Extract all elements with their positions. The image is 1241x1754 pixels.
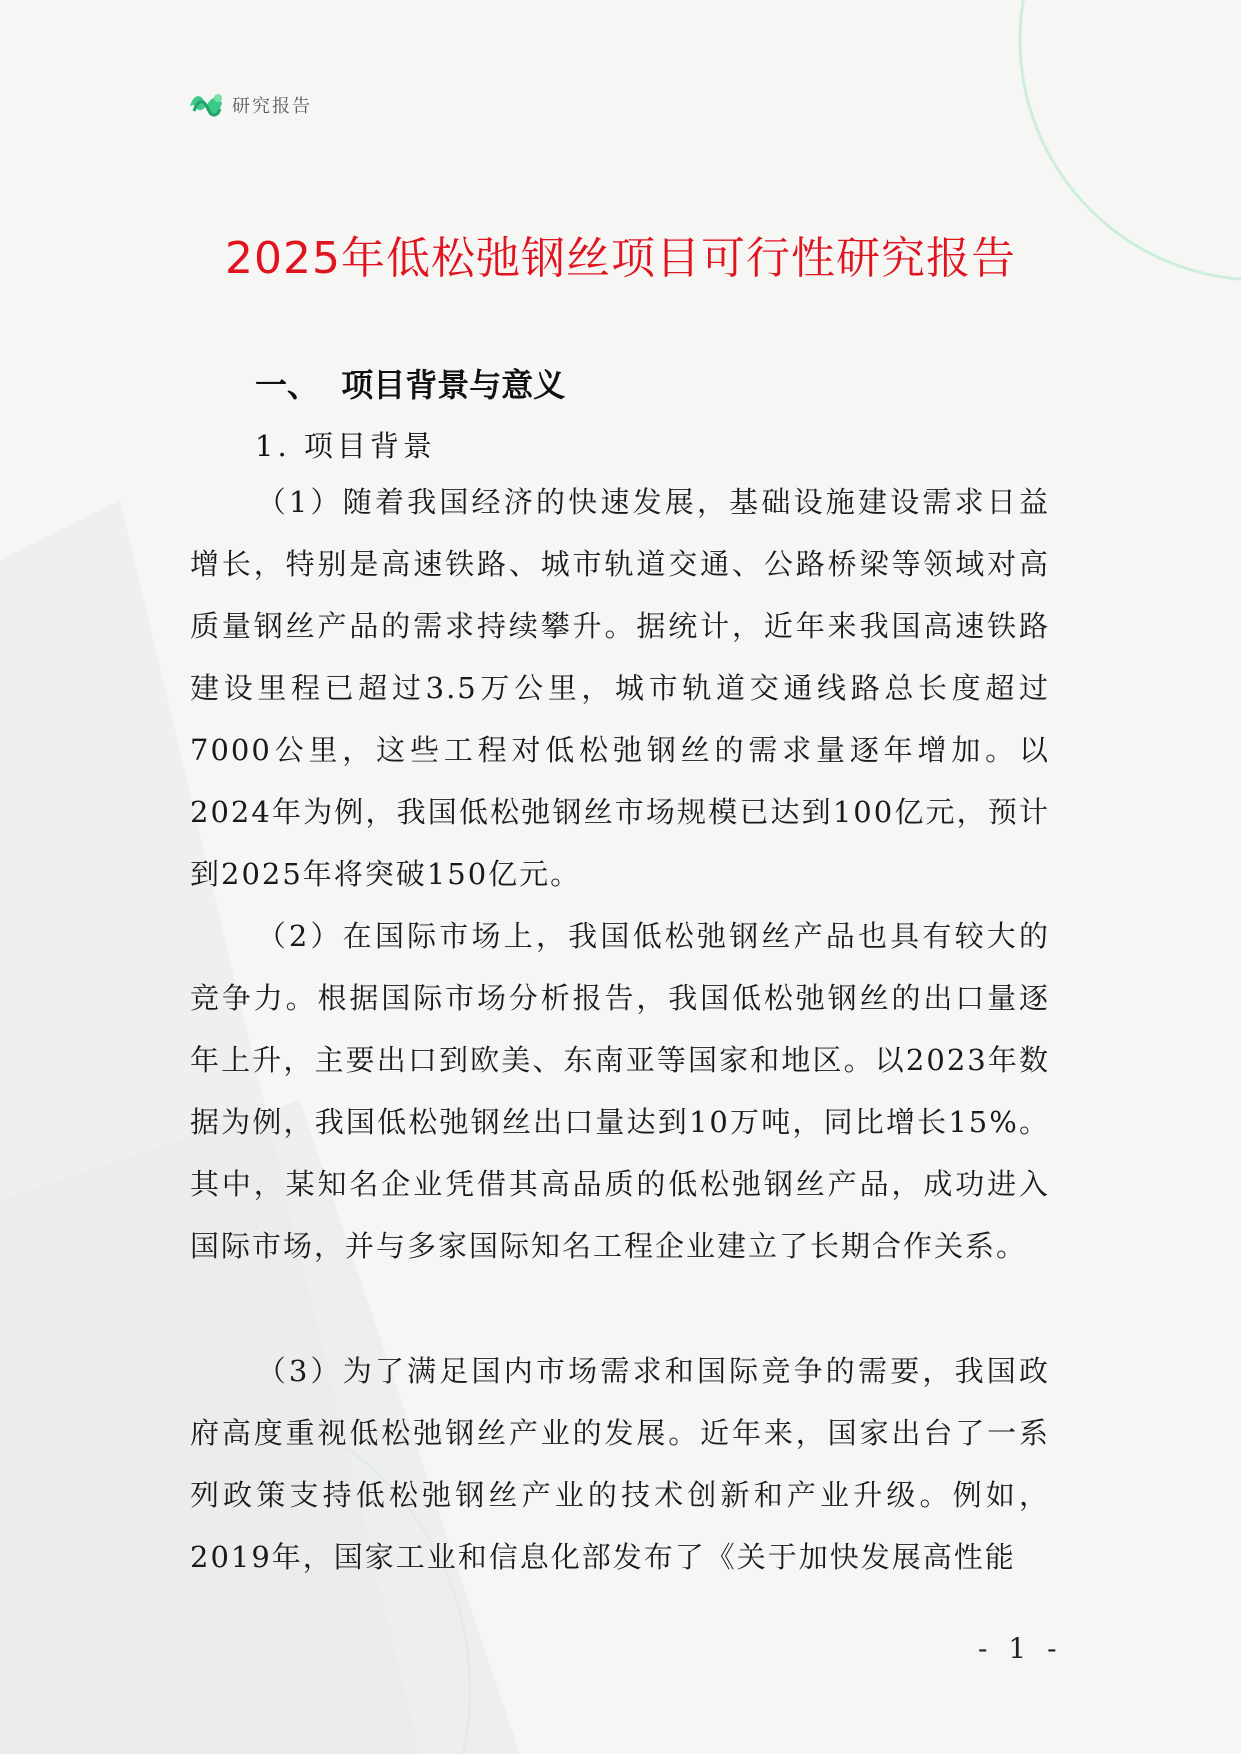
- brand-label: 研究报告: [232, 96, 312, 117]
- brand-logo-icon: [188, 91, 224, 121]
- paragraph: （3）为了满足国内市场需求和国际竞争的需要，我国政府高度重视低松弛钢丝产业的发展。近年来，国家出台了一系列政策支持低松弛钢丝产业的技术创新和产业升级。例如，2019年，国家工业和信息化部发布了《关于加快发展高性能: [190, 1354, 1050, 1574]
- paragraph: （2）在国际市场上，我国低松弛钢丝产品也具有较大的竞争力。根据国际市场分析报告，我国低松弛钢丝的出口量逐年上升，主要出口到欧美、东南亚等国家和地区。以2023年数据为例，我国低松弛钢丝出口量达到10万吨，同比增长15%。其中，某知名企业凭借其高品质的低松弛钢丝产品，成功进入国际市场，并与多家国际知名工程企业建立了长期合作关系。: [190, 919, 1050, 1263]
- document-title: 2025年低松弛钢丝项目可行性研究报告: [225, 233, 1016, 284]
- section-heading: 一、 项目背景与意义: [255, 366, 566, 404]
- paragraph: （1）随着我国经济的快速发展，基础设施建设需求日益增长，特别是高速铁路、城市轨道交通、公路桥梁等领域对高质量钢丝产品的需求持续攀升。据统计，近年来我国高速铁路建设里程已超过3.5万公里，城市轨道交通线路总长度超过7000公里，这些工程对低松弛钢丝的需求量逐年增加。以2024年为例，我国低松弛钢丝市场规模已达到100亿元，预计到2025年将突破150亿元。: [190, 485, 1050, 891]
- page-number: - 1 -: [978, 1632, 1063, 1665]
- subsection-heading: 1. 项目背景: [255, 429, 436, 463]
